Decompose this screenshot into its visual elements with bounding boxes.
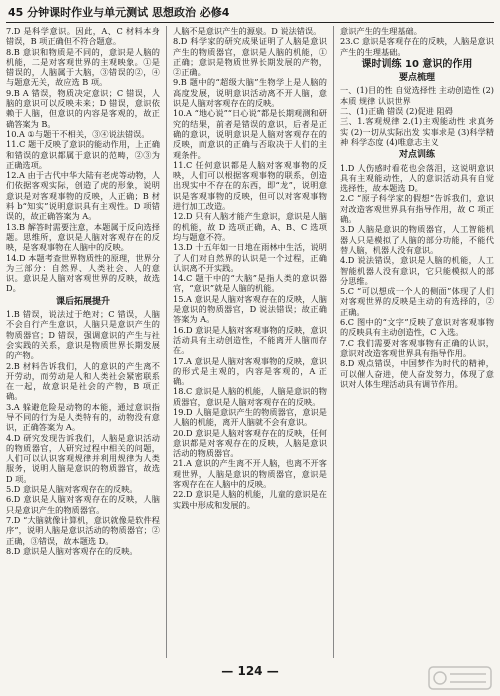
answer-item: 7.C 我们需要对客观事物有正确的认识，意识对改造客观世界具有指导作用。 [340, 337, 494, 358]
answer-item: 8.B 意识和物质是不同的，意识是人脑的机能，二是对客观世界的主观映象。①是错误的，人脑属于大脑，③错误的②，④与题意无关，故应选 B 项。 [6, 46, 160, 88]
answer-item: 6.C 图中的“文字”反映了意识对客观事物的反映具有主动创造性，C 入选。 [340, 317, 494, 338]
answer-item: 15.A 意识是人脑对客观存在的反映，人脑是意识的物质器官，D 说法错误；故正确答案为 A。 [173, 293, 327, 325]
answer-item: 6.D 意识是人脑对客观存在的反映，人脑只是意识产生的物质器官。 [6, 494, 160, 515]
answer-item: 5.C “可以想成一个人的侧面”体现了人们对客观世界的反映是主动的有选择的，②正确。 [340, 286, 494, 317]
answer-item: 意识产生的生理基础。 [340, 26, 422, 36]
answer-item: 7.D 是科学意识。因此，A、C 材料本身错误，B 项正确但不符合题意。 [6, 26, 160, 47]
answer-item: 10.A ①与题干不相关，③④说法错误。 [6, 128, 150, 139]
answer-column-2 [173, 26, 327, 658]
answer-item: 8.D 意识是人脑对客观存在的反映。 [6, 545, 138, 556]
answer-item: 5.D 意识是人脑对客观存在的反映。 [6, 484, 138, 495]
answer-columns [6, 26, 494, 658]
answer-item: 16.D 意识是人脑对客观事物的反映，意识活动具有主动创造性，不能离开人脑而存在。 [173, 324, 327, 356]
answer-item: 8.D 观点错误，中国梦作为时代的精神，可以催人奋进，使人奋发努力，体现了意识对人体生理活动具有调节作用。 [340, 358, 494, 389]
answer-item: 18.C 意识是人脑的机能，人脑是意识的物质器官，意识是人脑对客观存在的反映。 [173, 386, 327, 407]
answer-item: 10.A “地心说”“日心说”都是长期观测和研究的结果，前者是错误的意识，后者是正确的意识，说明意识是人脑对客观存在的反映，而意识的正确与否取决于人们的主观条件。 [173, 108, 327, 160]
answer-item: 11.C 题干反映了意识的能动作用，上正确和错误的意识都属于意识的范畴，②③为正确选项。 [6, 139, 160, 170]
answer-item: 二、(1)正确 错误 (2)促进 阻碍 [340, 106, 453, 117]
answer-column-3 [340, 26, 494, 658]
answer-item: 13.D 十五年如一日地在雨林中生活，说明了人们对自然界的认识是一个过程，正确认识离不开实践。 [173, 242, 327, 273]
answer-item: 23.C 意识是客观存在的反映，人脑是意识产生的生理基础。 [340, 36, 494, 57]
answer-column-1 [6, 26, 160, 658]
answer-item: 人脑不是意识产生的源泉。D 说法错误。 [173, 26, 322, 36]
answer-item: 12.A 由于古代中华大陆有老虎等动物，人们依据客观实际，创造了虎的形象，说明意识是对客观事物的反映，人正确；B 材料 b“知实”说明意识具有主观性。D 项错误的，故正确答案为 A。 [6, 170, 160, 222]
column-divider [333, 26, 334, 658]
page-header: 45 分钟课时作业与单元测试 思想政治 必修4 [8, 6, 230, 19]
page-number: — 124 — [221, 664, 279, 678]
watermark-logo-icon [428, 666, 492, 690]
answer-item: 三、1.客观规律 2.(1)主观能动性 求真务实 (2)一切从实际出发 实事求是 (3)科学精神 科学态度 (4)唯意志主义 [340, 116, 494, 147]
section-title: 要点梳理 [398, 73, 435, 84]
section-title: 课时训练 10 意识的作用 [361, 58, 473, 70]
answer-item: 8.D 科学家的研究成果证明了人脑是意识产生的物质器官，意识是人脑的机能，①正确；意识是物质世界长期发展的产物，②正确。 [173, 36, 327, 78]
answer-item: 22.D 意识是人脑的机能，儿童的意识是在实践中形成和发展的。 [173, 489, 327, 510]
answer-item: 9.B 题中的“超级大脑”生物学上是人脑的高度发展，说明意识活动离不开人脑，意识是人脑对客观存在的反映。 [173, 77, 327, 109]
answer-item: 4.D 研究发现告诉我们，人脑是意识活动的物质器官，人研究过程中相关的问题，人们可以认识客观规律并利用规律为人类服务，说明人脑是意识的物质器官，故选 D 项。 [6, 432, 160, 484]
answer-item: 7.D “大脑就像计算机，意识就像是软件程序”，说明人脑是意识活动的物质器官；②正确，③错误，故本题选 D。 [6, 514, 160, 546]
section-title: 对点训练 [398, 150, 435, 161]
answer-item: 17.A 意识是人脑对客观事物的反映，意识的形式是主观的，内容是客观的，A 正确。 [173, 355, 327, 387]
answer-item: 3.A 躲避危险是动物的本能，通过意识指导不同的行为是人类特有的，动物没有意识，正确答案为 A。 [6, 401, 160, 433]
answer-item: 14.D 本题考查世界物质性的原理，世界分为三部分：自然界、人类社会、人的意识。意识是人脑对客观世界的反映，故选 D。 [6, 252, 160, 294]
answer-item: 1.D 人伤感时看花也会落泪，这说明意识具有主观能动性，人的意识活动具有自觉选择性，故本题选 D。 [340, 162, 494, 194]
answer-item: 19.D 人脑是意识产生的物质器官，意识是人脑的机能，离开人脑就不会有意识。 [173, 406, 327, 428]
answer-item: 一、(1)目的性 自觉选择性 主动创造性 (2)本质 规律 认识世界 [340, 85, 494, 106]
answer-item: 1.B 错误，说法过于绝对；C 错误，人脑不会自行产生意识，人脑只是意识产生的物质器官；D 错误，强调意识的产生与社会实践的关系，意识是物质世界长期发展的产物。 [6, 309, 160, 361]
answer-item: 12.D 只有人脑才能产生意识，意识是人脑的机能，故 D 选项正确，A、B、C 选项均与题意不符。 [173, 211, 327, 242]
answer-item: 13.B 解答时需要注意，本题属于反向选择题。思维所，意识是人脑对客观存在的反映，是客观事物在人脑中的反映。 [6, 221, 160, 253]
column-divider [166, 26, 167, 658]
header-rule [6, 22, 494, 23]
answer-item: 11.C 任何意识都是人脑对客观事物的反映，人们可以根据客观事物的联系，创造出现实中不存在的东西，即“龙”，说明意识是客观事物的反映，但可以对客观事物进行加工改造。 [173, 159, 327, 212]
answer-item: 20.D 意识是人脑对客观存在的反映，任何意识都是对客观存在的反映，人脑是意识活动的物质器官。 [173, 427, 327, 459]
answer-item: 2.B 材料告诉我们，人的意识的产生离不开劳动，而劳动是人和人类社会紧密联系在一起，故意识是社会的产物，B 项正确。 [6, 360, 160, 402]
answer-item: 4.D 说法错误，意识是人脑的机能，人工智能机器人没有意识，它只能模拟人的部分思维。 [340, 255, 494, 286]
answer-item: 3.D 人脑是意识的物质器官，人工智能机器人只是模拟了人脑的部分功能，不能代替人脑，机器人没有意识。 [340, 224, 494, 255]
answer-item: 9.B A 错误，物质决定意识；C 错误，人脑的意识可以反映未来；D 错误，意识依赖于人脑，但意识的内容是客观的，故正确答案为 B。 [6, 87, 160, 129]
answer-item: 2.C “原子科学家的假想”告诉我们，意识对改造客观世界具有指导作用，故 C 项正确。 [340, 193, 494, 225]
answer-item: 14.C 题干中的“大脑”是指人类的意识器官，“意识”就是人脑的机能。 [173, 273, 327, 294]
section-title: 课后拓展提升 [55, 296, 110, 307]
answer-item: 21.A 意识的产生离不开人脑，也离不开客观世界，人脑是意识的物质器官，意识是客观存在在人脑中的反映。 [173, 458, 327, 490]
